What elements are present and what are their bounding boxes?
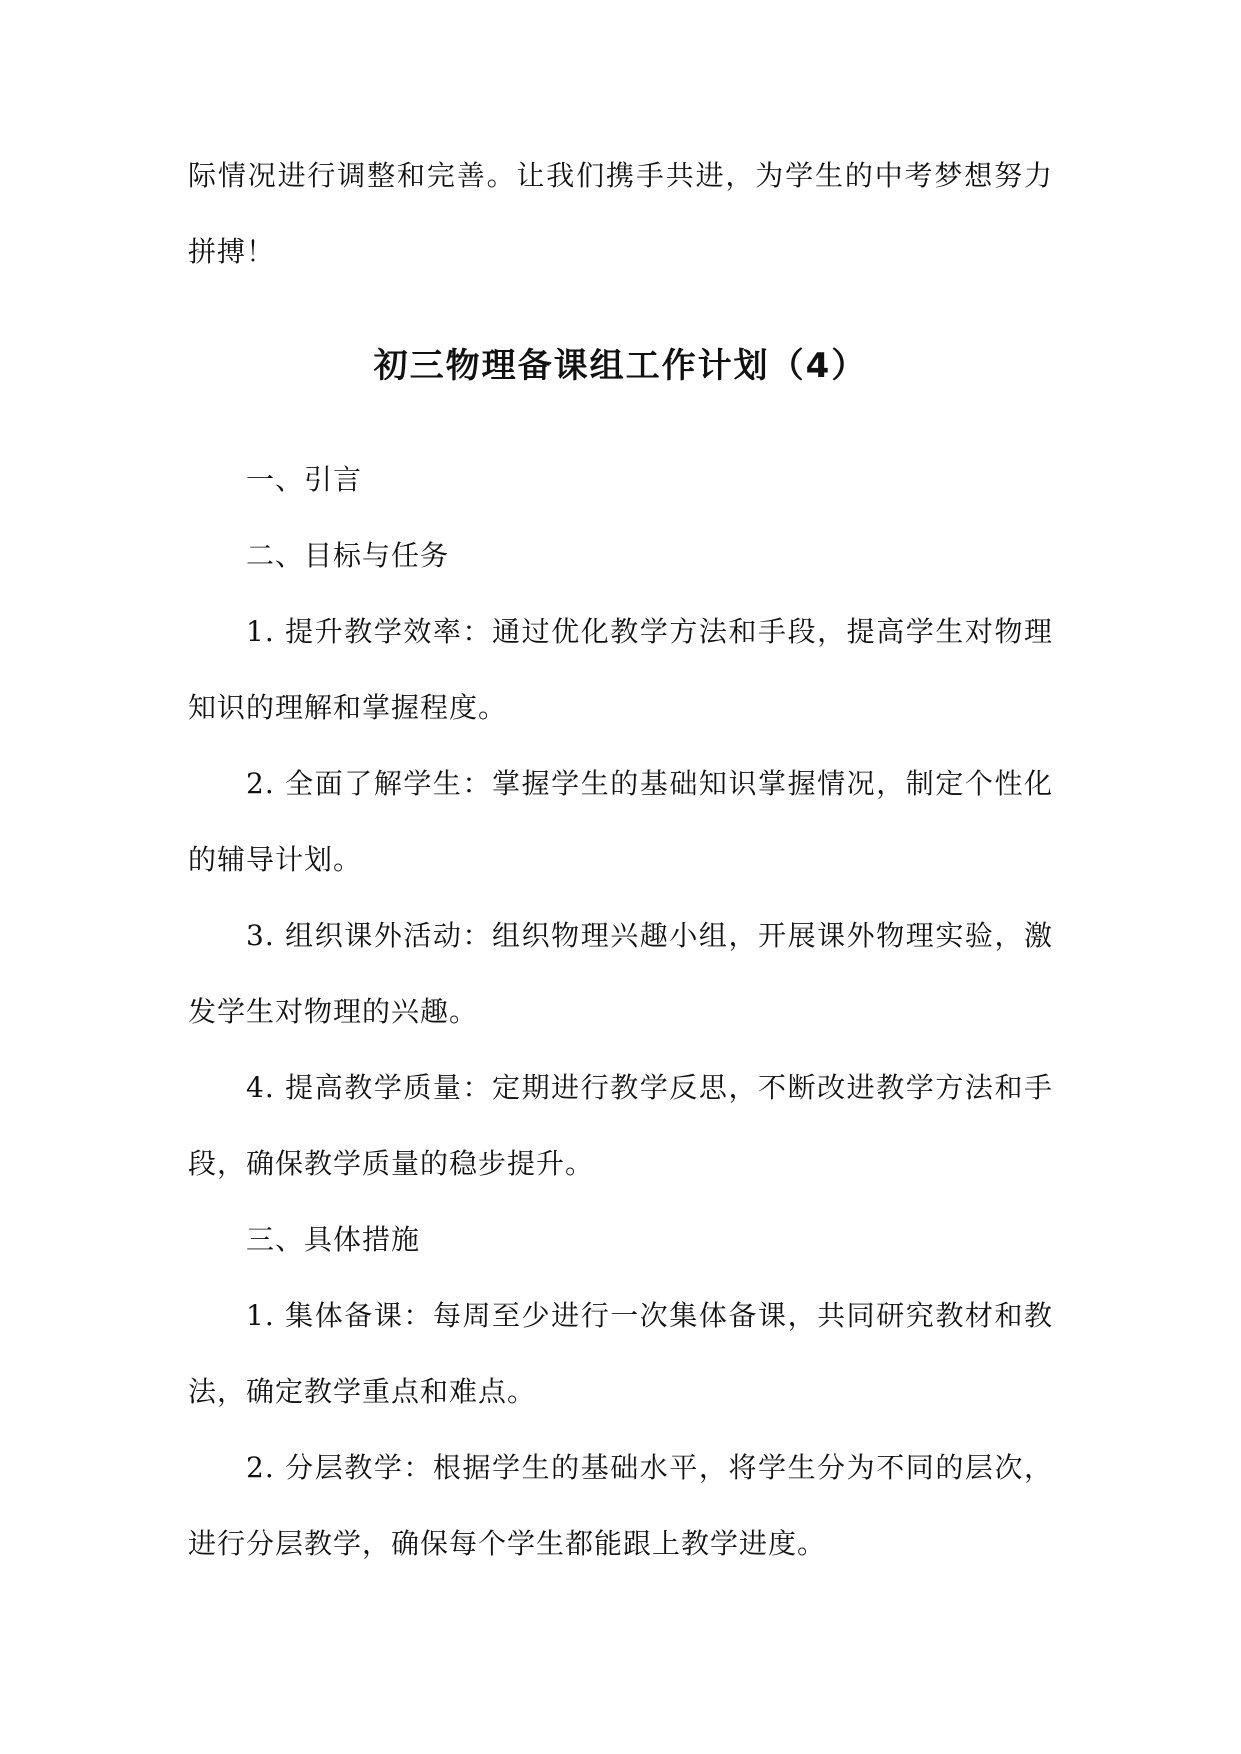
document-title: 初三物理备课组工作计划（4） <box>373 346 868 386</box>
document-content <box>188 138 1053 1582</box>
goal-item-3: 3. 组织课外活动：组织物理兴趣小组，开展课外物理实验，激发学生对物理的兴趣。 <box>188 919 1053 1028</box>
section-heading-goals: 二、目标与任务 <box>246 539 450 572</box>
goal-item-1: 1. 提升教学效率：通过优化教学方法和手段，提高学生对物理知识的理解和掌握程度。 <box>188 615 1053 724</box>
goal-item-2: 2. 全面了解学生：掌握学生的基础知识掌握情况，制定个性化的辅导计划。 <box>188 767 1053 876</box>
measure-item-1: 1. 集体备课：每周至少进行一次集体备课，共同研究教材和教法，确定教学重点和难点。 <box>188 1299 1053 1408</box>
intro-paragraph: 际情况进行调整和完善。让我们携手共进，为学生的中考梦想努力拼搏！ <box>188 159 1053 268</box>
section-heading-measures: 三、具体措施 <box>246 1223 421 1256</box>
measure-item-2: 2. 分层教学：根据学生的基础水平，将学生分为不同的层次，进行分层教学，确保每个学生都能跟上教学进度。 <box>188 1451 1053 1560</box>
section-heading-intro: 一、引言 <box>246 463 363 496</box>
goal-item-4: 4. 提高教学质量：定期进行教学反思，不断改进教学方法和手段，确保教学质量的稳步提升。 <box>188 1071 1053 1180</box>
